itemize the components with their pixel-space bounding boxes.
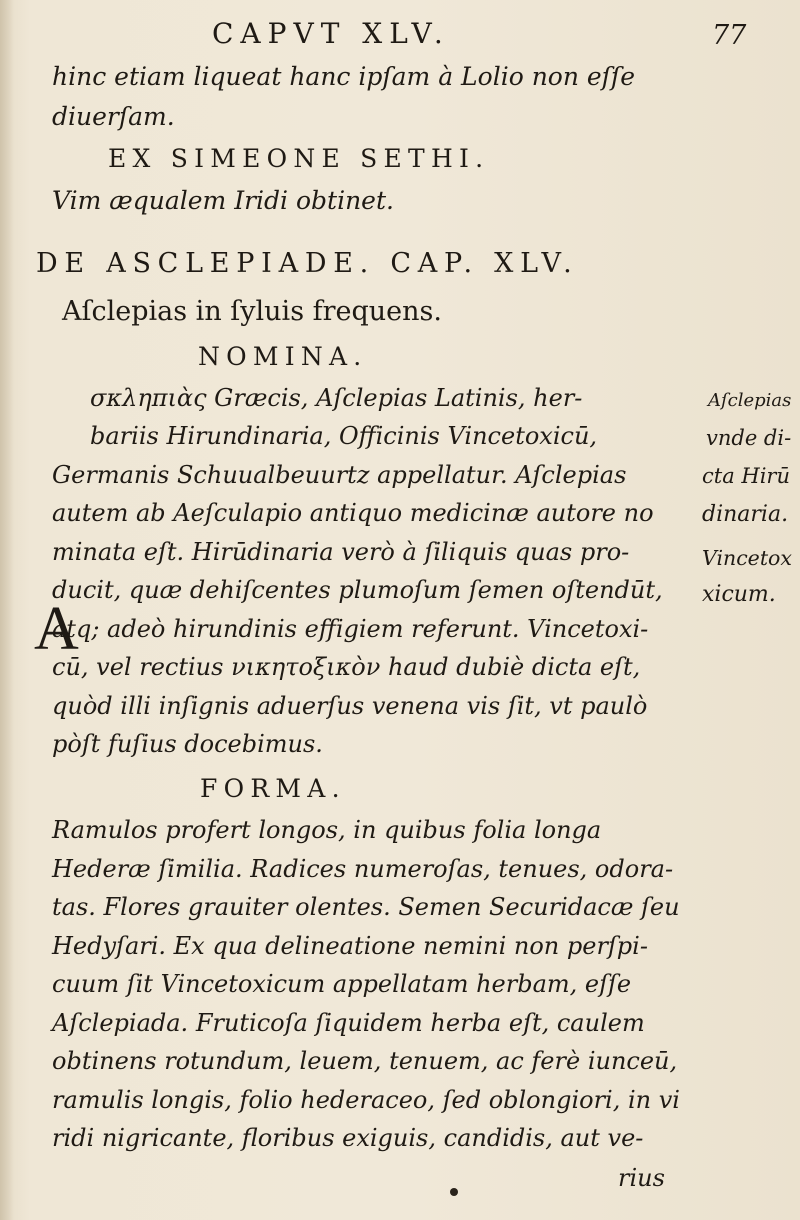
text-line: FORMA. bbox=[200, 774, 346, 803]
text-line: Germanis Schuualbeuurtz appellatur. Aſclepias bbox=[52, 461, 627, 489]
text-line: obtinens rotundum, leuem, tenuem, ac ferè iunceū, bbox=[52, 1047, 678, 1075]
margin-note: vnde di- bbox=[706, 426, 792, 450]
text-line: ridi nigricante, floribus exiguis, candidis, aut ve- bbox=[52, 1124, 644, 1152]
text-line: hinc etiam liqueat hanc ipſam à Lolio non eſſe bbox=[52, 62, 635, 91]
text-line: diuerſam. bbox=[52, 102, 175, 131]
text-line: pòſt fuſius docebimus. bbox=[52, 730, 323, 758]
text-line: NOMINA. bbox=[198, 342, 368, 371]
text-line: σκληπιὰς Græcis, Aſclepias Latinis, her- bbox=[90, 384, 583, 412]
text-line: atq; adeò hirundinis effigiem referunt. Vincetoxi- bbox=[52, 615, 649, 643]
text-line: autem ab Aeſculapio antiquo medicinæ autore no bbox=[52, 499, 654, 527]
text-line: minata eſt. Hirūdinaria verò à ſiliquis quas pro- bbox=[52, 538, 630, 566]
page-gutter-shadow bbox=[0, 0, 14, 1220]
text-line: Aſclepiada. Fruticoſa ſiquidem herba eſt, caulem bbox=[52, 1009, 645, 1037]
text-line: EX SIMEONE SETHI. bbox=[108, 144, 490, 173]
text-line: Hederæ ſimilia. Radices numeroſas, tenues, odora- bbox=[52, 855, 674, 883]
text-line: tas. Flores grauiter olentes. Semen Securidacæ ſeu bbox=[52, 893, 680, 921]
drop-cap: A bbox=[34, 595, 79, 663]
margin-note: Vincetox bbox=[702, 546, 792, 570]
text-line: ducit, quæ dehiſcentes plumoſum ſemen oſtendūt, bbox=[52, 576, 663, 604]
text-line: Vim æqualem Iridi obtinet. bbox=[52, 186, 394, 215]
margin-note: xicum. bbox=[702, 582, 776, 607]
text-line: DE ASCLEPIADE. CAP. XLV. bbox=[36, 248, 579, 279]
margin-note: dinaria. bbox=[702, 502, 789, 527]
ink-dot bbox=[450, 1188, 458, 1196]
text-line: Hedyſari. Ex qua delineatione nemini non perſpi- bbox=[52, 932, 648, 960]
running-head-title: CAPVT XLV. bbox=[212, 17, 450, 50]
text-line: bariis Hirundinaria, Officinis Vincetoxicū, bbox=[90, 422, 598, 450]
text-line: cū, vel rectius νικητοξικὸν haud dubiè dicta eſt, bbox=[52, 653, 641, 681]
text-line: ramulis longis, folio hederaceo, ſed oblongiori, in vi bbox=[52, 1086, 680, 1114]
text-line: Ramulos profert longos, in quibus folia longa bbox=[52, 816, 602, 844]
page-number: 77 bbox=[712, 20, 747, 51]
text-line: cuum ſit Vincetoxicum appellatam herbam, eſſe bbox=[52, 970, 632, 998]
text-line: rius bbox=[618, 1164, 665, 1192]
margin-note: cta Hirū bbox=[702, 464, 790, 488]
text-line: Aſclepias in ſyluis frequens. bbox=[62, 296, 442, 327]
margin-note: Aſclepias bbox=[708, 390, 792, 411]
text-line: quòd illi inſignis aduerſus venena vis ſit, vt paulò bbox=[52, 692, 648, 720]
